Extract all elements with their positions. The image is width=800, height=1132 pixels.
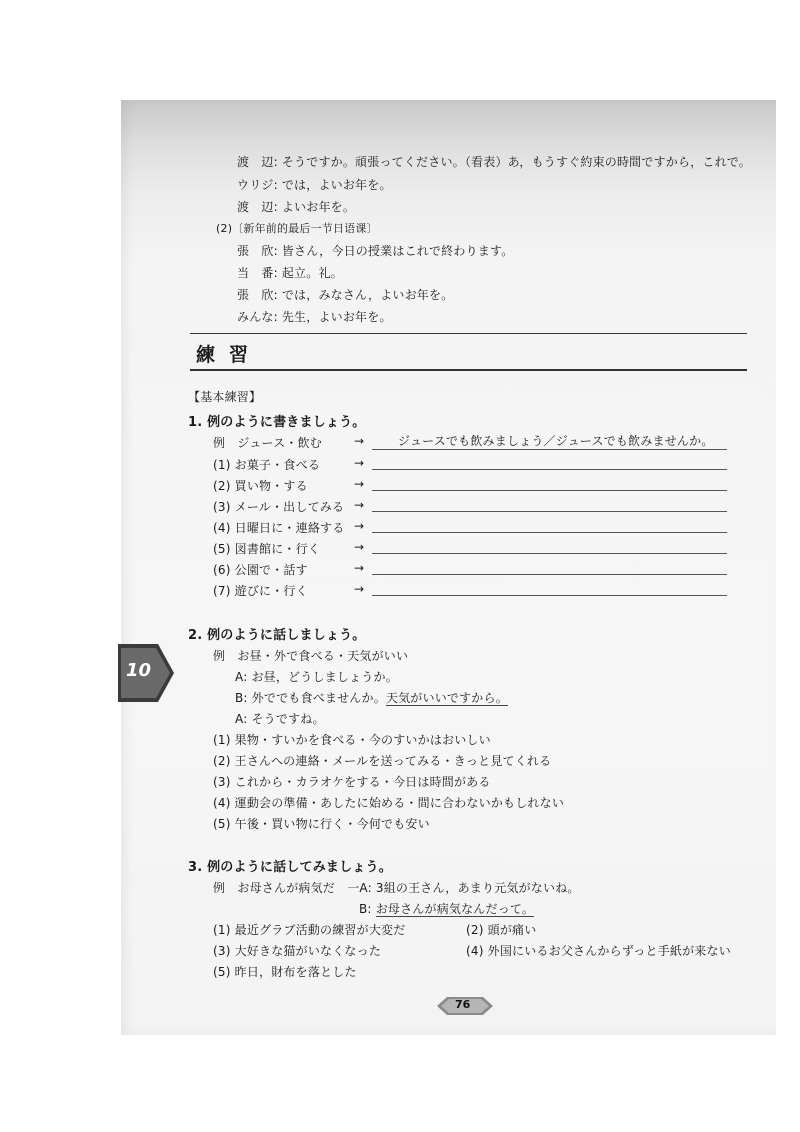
dialogue-2-heading: (2)〔新年前的最后一节日语课〕 [216, 222, 378, 235]
answer-line [372, 449, 727, 450]
exercise-3-item: (3) 大好きな猫がいなくなった [213, 944, 382, 958]
section-rule-bottom [190, 369, 747, 371]
answer-line[interactable] [372, 532, 727, 533]
arrow: → [354, 434, 365, 448]
dialogue-line [237, 286, 453, 303]
answer-line[interactable] [372, 469, 727, 470]
exercise-2-example-a1: A: お昼，どうしましょうか。 [235, 670, 398, 684]
dialogue-line [237, 242, 513, 259]
line-text: では，よいお年を。 [281, 178, 392, 192]
dialogue-line [237, 153, 751, 170]
exercise-1-item: (7) 遊びに・行く [213, 584, 308, 598]
line-text: 皆さん，今日の授業はこれで終わります。 [281, 244, 514, 258]
exercise-1-item: (3) メール・出してみる [213, 500, 345, 514]
answer-line[interactable] [372, 595, 727, 596]
exercise-3-item: (2) 頭が痛い [466, 923, 537, 937]
exercise-3-example-prompt: 例 お母さんが病気だ 一A: 3組の王さん，あまり元気がないね。 [213, 881, 580, 895]
arrow: → [354, 540, 365, 554]
exercise-3-item: (1) 最近グラブ活動の練習が大変だ [213, 923, 406, 937]
arrow: → [354, 582, 365, 596]
chapter-tab-label: 10 [126, 660, 152, 681]
section-title: 練習 [196, 344, 263, 366]
example-b-underlined: 天気がいいですから。 [385, 691, 508, 705]
answer-line[interactable] [372, 553, 727, 554]
dialogue-line [237, 308, 392, 325]
exercise-1-example-answer: ジュースでも飲みましょう／ジュースでも飲みませんか。 [398, 434, 714, 448]
speaker: ウリジ: [237, 178, 278, 192]
exercise-2-example-prompt: 例 お昼・外で食べる・天気がいい [213, 649, 409, 663]
speaker: 張 欣: [237, 244, 278, 258]
speaker: 渡 辺: [237, 200, 278, 214]
exercise-2-example-b [235, 689, 508, 706]
exercise-1-item: (2) 買い物・する [213, 479, 308, 493]
line-text: 先生，よいお年を。 [281, 310, 392, 324]
line-text: よいお年を。 [281, 200, 356, 214]
example-b-text: B: [359, 902, 376, 916]
exercise-2-item: (1) 果物・すいかを食べる・今のすいかはおいしい [213, 733, 491, 747]
section-rule-top [190, 333, 747, 334]
arrow: → [354, 477, 365, 491]
exercise-1-item: (5) 図書館に・行く [213, 542, 321, 556]
exercise-3-example-b [359, 900, 534, 917]
exercise-2-heading: 2. 例のように話しましょう。 [188, 628, 366, 643]
example-b-text: B: 外ででも食べませんか。 [235, 691, 386, 705]
exercise-3-item: (5) 昨日，財布を落とした [213, 965, 357, 979]
answer-line[interactable] [372, 574, 727, 575]
subsection-label: 【基本練習】 [188, 390, 262, 404]
dialogue-line [237, 264, 343, 281]
arrow: → [354, 561, 365, 575]
exercise-1-example-label: 例 ジュース・飲む [213, 436, 322, 450]
dialogue-line [237, 198, 355, 215]
arrow: → [354, 456, 365, 470]
line-text: では，みなさん，よいお年を。 [281, 288, 454, 302]
arrow: → [354, 519, 365, 533]
exercise-2-item: (5) 午後・買い物に行く・今何でも安い [213, 817, 430, 831]
exercise-3-item: (4) 外国にいるお父さんからずっと手紙が来ない [466, 944, 731, 958]
exercise-1-item: (6) 公園で・話す [213, 563, 308, 577]
speaker: 張 欣: [237, 288, 278, 302]
dialogue-line [237, 176, 392, 193]
answer-line[interactable] [372, 490, 727, 491]
exercise-1-heading: 1. 例のように書きましょう。 [188, 415, 366, 430]
exercise-2-item: (4) 運動会の準備・あしたに始める・間に合わないかもしれない [213, 796, 565, 810]
exercise-2-example-a2: A: そうですね。 [235, 712, 325, 726]
exercise-1-item: (1) お菓子・食べる [213, 458, 321, 472]
page-number: 76 [455, 998, 471, 1011]
exercise-2-item: (3) これから・カラオケをする・今日は時間がある [213, 775, 491, 789]
arrow: → [354, 498, 365, 512]
line-text: そうですか。頑張ってください。（看表）あ，もうすぐ約束の時間ですから，これで。 [281, 155, 751, 169]
speaker: 渡 辺: [237, 155, 278, 169]
speaker: みんな: [237, 310, 278, 324]
exercise-2-item: (2) 王さんへの連絡・メールを送ってみる・きっと見てくれる [213, 754, 552, 768]
exercise-3-heading: 3. 例のように話してみましょう。 [188, 860, 392, 875]
line-text: 起立。礼。 [281, 266, 343, 280]
answer-line[interactable] [372, 511, 727, 512]
speaker: 当 番: [237, 266, 278, 280]
example-b-underlined: お母さんが病気なんだって。 [375, 902, 535, 916]
exercise-1-item: (4) 日曜日に・連絡する [213, 521, 345, 535]
